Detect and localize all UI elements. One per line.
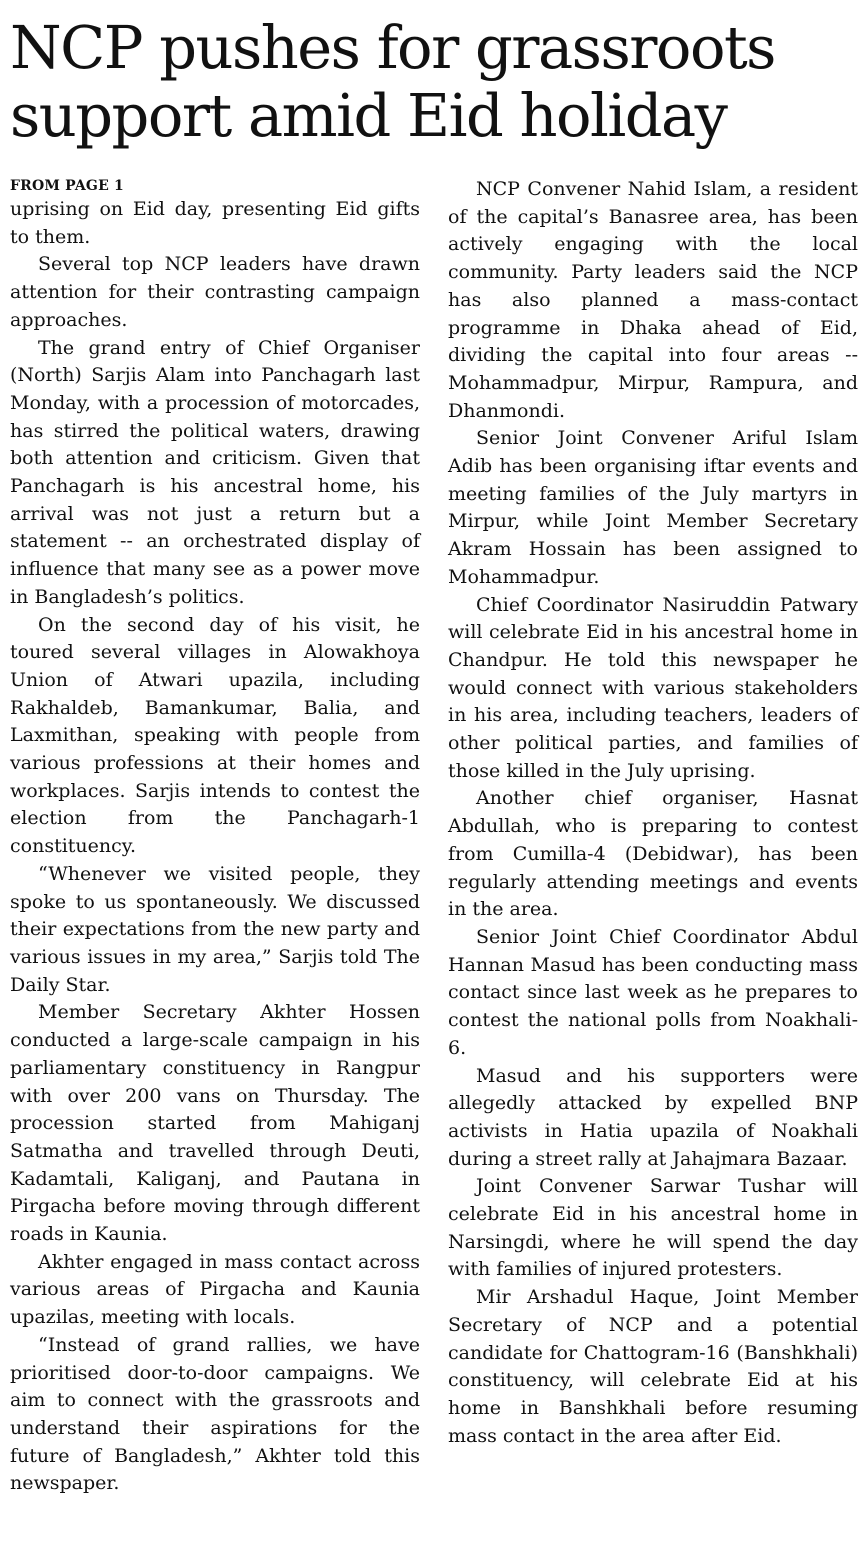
paragraph: “Whenever we visited people, they spoke to us spontaneously. We discussed their expectations from the new party and various issues in my area,” Sarjis told The Daily Star. — [10, 862, 420, 996]
paragraph: uprising on Eid day, presenting Eid gifts to them. — [10, 198, 420, 248]
paragraph: Member Secretary Akhter Hossen conducted a large-scale campaign in his parliamentary constituency in Rangpur with over 200 vans on Thursday. The procession started from Mahiganj Satmatha and travelled through Deuti, Kadamtali, Kaliganj, and Pautana in Pirgacha before moving through different roads in Kaunia. — [10, 1001, 420, 1246]
paragraph: Masud and his supporters were allegedly attacked by expelled BNP activists in Hatia upazila of Noakhali during a street rally at Jahajmara Bazaar. — [448, 1064, 858, 1170]
paragraph: Several top NCP leaders have drawn attention for their contrasting campaign approaches. — [10, 253, 420, 331]
paragraph: Senior Joint Chief Coordinator Abdul Hannan Masud has been conducting mass contact since last week as he prepares to contest the national polls from Noakhali-6. — [448, 925, 858, 1059]
paragraph: “Instead of grand rallies, we have prioritised door-to-door campaigns. We aim to connect with the grassroots and understand their aspirations for the future of Bangladesh,” Akhter told this newspaper. — [10, 1333, 420, 1495]
right-column — [448, 176, 858, 1498]
paragraph: Senior Joint Convener Ariful Islam Adib has been organising iftar events and meeting families of the July martyrs in Mirpur, while Joint Member Secretary Akram Hossain has been assigned to Mohammadpur. — [448, 427, 858, 588]
paragraph: Mir Arshadul Haque, Joint Member Secretary of NCP and a potential candidate for Chattogram-16 (Banshkhali) constituency, will celebrate Eid at his home in Banshkhali before resuming mass contact in the area after Eid. — [448, 1286, 858, 1447]
paragraph: On the second day of his visit, he toured several villages in Alowakhoya Union of Atwari upazila, including Rakhaldeb, Bamankumar, Balia, and Laxmithan, speaking with people from various professions at their homes and workplaces. Sarjis intends to contest the election from the Panchagarh-1 constituency. — [10, 613, 420, 858]
headline-line-2: support amid Eid holiday — [10, 81, 727, 150]
continuation-kicker: FROM PAGE 1 — [10, 178, 124, 194]
article-columns — [10, 176, 858, 1498]
paragraph: The grand entry of Chief Organiser (North) Sarjis Alam into Panchagarh last Monday, with a procession of motorcades, has stirred the political waters, drawing both attention and criticism. Given that Panchagarh is his ancestral home, his arrival was not just a return but a statement -- an orchestrated display of influence that many see as a power move in Bangladesh’s politics. — [10, 336, 420, 608]
left-column — [10, 176, 420, 1498]
paragraph: NCP Convener Nahid Islam, a resident of the capital’s Banasree area, has been actively engaging with the local community. Party leaders said the NCP has also planned a mass-contact programme in Dhaka ahead of Eid, dividing the capital into four areas -- Mohammadpur, Mirpur, Rampura, and Dhanmondi. — [448, 178, 858, 422]
paragraph: Another chief organiser, Hasnat Abdullah, who is preparing to contest from Cumilla-4 (Debidwar), has been regularly attending meetings and events in the area. — [448, 787, 858, 921]
headline-line-1: NCP pushes for grassroots — [10, 13, 775, 82]
paragraph: Chief Coordinator Nasiruddin Patwary will celebrate Eid in his ancestral home in Chandpur. He told this newspaper he would connect with various stakeholders in his area, including teachers, leaders of other political parties, and families of those killed in the July uprising. — [448, 593, 858, 782]
paragraph: Akhter engaged in mass contact across various areas of Pirgacha and Kaunia upazilas, meeting with locals. — [10, 1250, 420, 1329]
paragraph: Joint Convener Sarwar Tushar will celebrate Eid in his ancestral home in Narsingdi, where he will spend the day with families of injured protesters. — [448, 1175, 858, 1281]
headline — [10, 0, 858, 150]
